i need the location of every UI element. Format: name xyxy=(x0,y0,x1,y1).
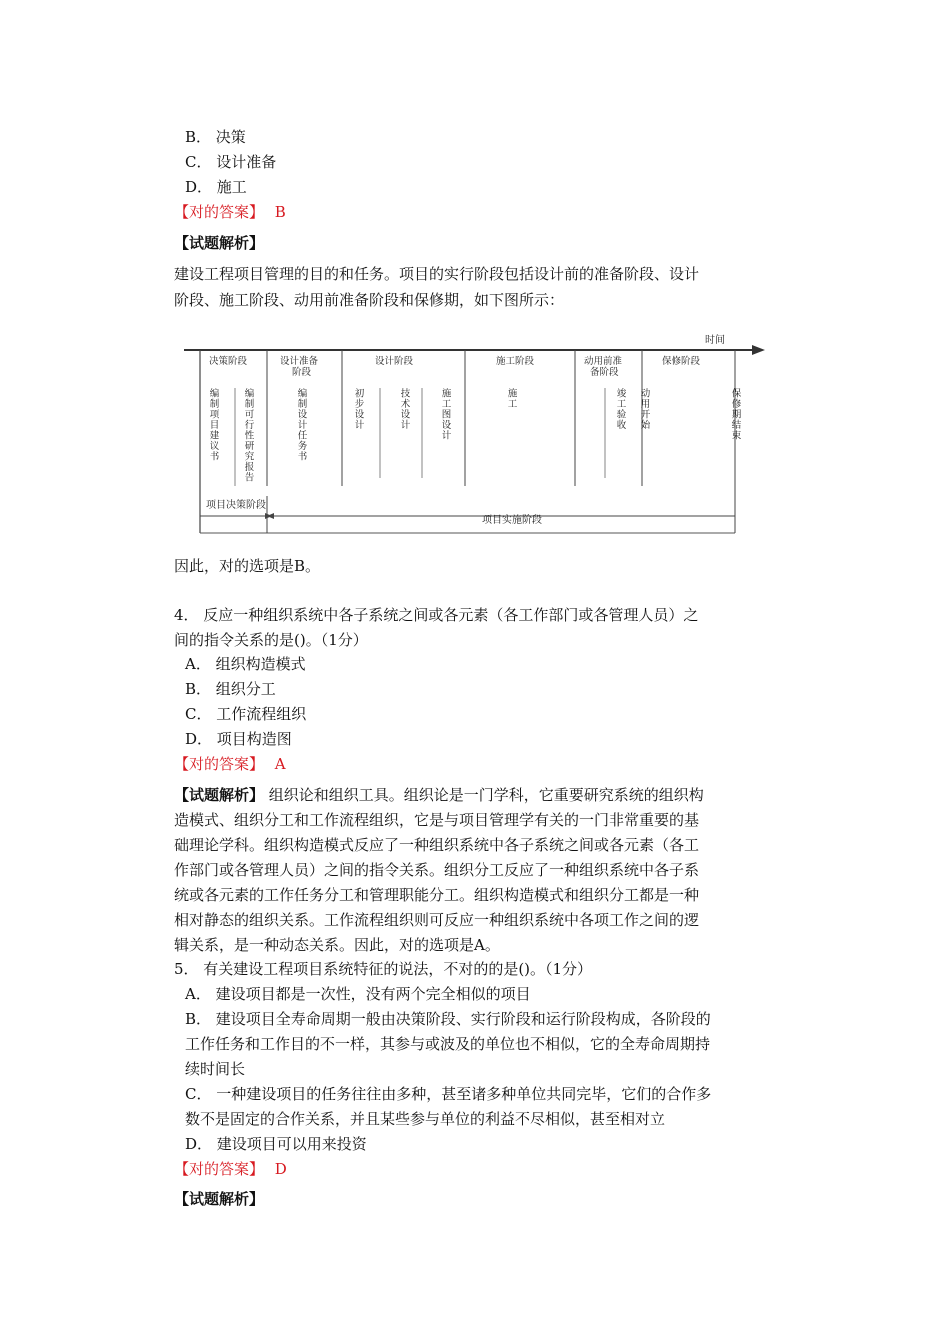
q4-analysis-line: 作部门或各管理人员）之间的指令关系。组织分工反应了一种组织系统中各子系 xyxy=(174,861,700,879)
header-warranty: 保修阶段 xyxy=(662,356,701,367)
q5-analysis-label: 【试题解析】 xyxy=(174,1190,265,1208)
project-phase-diagram xyxy=(180,328,770,538)
q4-option-b: B． 组织分工 xyxy=(185,680,276,698)
item-drawing: 施工图设计 xyxy=(439,388,451,441)
phase-decision-label: 项目决策阶段 xyxy=(206,500,266,511)
header-decision: 决策阶段 xyxy=(209,356,248,367)
q3-conclusion: 因此，对的选项是B。 xyxy=(174,557,321,575)
q4-analysis-line: 统或各元素的工作任务分工和管理职能分工。组织构造模式和组织分工都是一种 xyxy=(174,886,700,904)
answer-label: 【对的答案】 xyxy=(174,755,265,773)
header-pre-use-1: 动用前准 xyxy=(584,356,623,367)
answer-value: A xyxy=(274,755,286,773)
q5-stem: 5． 有关建设工程项目系统特征的说法，不对的的是()。（1分） xyxy=(174,960,593,978)
q4-analysis-line: 相对静态的组织关系。工作流程组织则可反应一种组织系统中各项工作之间的逻 xyxy=(174,911,700,929)
q4-analysis-line: 造模式、组织分工和工作流程组织，它是与项目管理学有关的一门非常重要的基 xyxy=(174,811,700,829)
header-design-prep-1: 设计准备 xyxy=(280,356,319,367)
q4-option-a: A． 组织构造模式 xyxy=(185,655,306,673)
q4-analysis xyxy=(174,783,774,958)
header-pre-use-2: 备阶段 xyxy=(590,367,619,378)
item-proposal: 编制项目建议书 xyxy=(207,388,219,462)
item-technical: 技术设计 xyxy=(398,388,410,430)
time-label: 时间 xyxy=(705,335,725,346)
item-warranty-end: 保修期结束 xyxy=(729,388,741,441)
q3-option-d: D． 施工 xyxy=(185,178,247,196)
header-design: 设计阶段 xyxy=(375,356,414,367)
q5-option-b-1: B． 建设项目全寿命周期一般由决策阶段、实行阶段和运行阶段构成，各阶段的 xyxy=(185,1010,711,1028)
header-construction: 施工阶段 xyxy=(496,356,535,367)
q4-answer xyxy=(174,754,286,774)
item-design-brief: 编制设计任务书 xyxy=(295,388,307,462)
q3-analysis-text-1: 建设工程项目管理的目的和任务。项目的实行阶段包括设计前的准备阶段、设计 xyxy=(174,265,700,283)
item-preliminary: 初步设计 xyxy=(352,388,364,430)
q5-option-c-1: C． 一种建设项目的任务往往由多种，甚至诸多种单位共同完毕，它们的合作多 xyxy=(185,1085,712,1103)
answer-label: 【对的答案】 xyxy=(174,1160,265,1178)
analysis-text: 组织论和组织工具。组织论是一门学科，它重要研究系统的组织构 xyxy=(268,786,704,804)
item-start-use: 动用开始 xyxy=(638,388,650,430)
q4-option-d: D． 项目构造图 xyxy=(185,730,292,748)
q4-analysis-label: 【试题解析】 xyxy=(174,786,265,804)
q4-option-c: C． 工作流程组织 xyxy=(185,705,307,723)
q4-analysis-line: 辑关系，是一种动态关系。因此，对的选项是A。 xyxy=(174,936,500,954)
q3-analysis-text-2: 阶段、施工阶段、动用前准备阶段和保修期，如下图所示： xyxy=(174,291,565,309)
q4-analysis-line: 础理论学科。组织构造模式反应了一种组织系统中各子系统之间或各元素（各工 xyxy=(174,836,700,854)
answer-label: 【对的答案】 xyxy=(174,203,265,221)
q5-answer xyxy=(174,1159,287,1179)
q4-stem-2: 间的指令关系的是()。（1分） xyxy=(174,631,368,649)
item-completion: 竣工验收 xyxy=(614,388,626,430)
q5-option-c-2: 数不是固定的合作关系，并且某些参与单位的利益不尽相似，甚至相对立 xyxy=(185,1110,666,1128)
q5-option-a: A． 建设项目都是一次性，没有两个完全相似的项目 xyxy=(185,985,531,1003)
q4-stem-1: 4． 反应一种组织系统中各子系统之间或各元素（各工作部门或各管理人员）之 xyxy=(174,606,699,624)
q5-option-d: D． 建设项目可以用来投资 xyxy=(185,1135,367,1153)
answer-value: D xyxy=(274,1160,287,1178)
q3-answer xyxy=(174,202,286,222)
answer-value: B xyxy=(274,203,286,221)
item-feasibility: 编制可行性研究报告 xyxy=(242,388,254,483)
q5-option-b-2: 工作任务和工作目的不一样，其参与或波及的单位也不相似，它的全寿命周期持 xyxy=(185,1035,711,1053)
q3-option-c: C． 设计准备 xyxy=(185,153,277,171)
header-design-prep-2: 阶段 xyxy=(292,367,312,378)
item-construction: 施工 xyxy=(505,388,517,409)
q5-option-b-3: 续时间长 xyxy=(185,1060,246,1078)
q3-analysis-label: 【试题解析】 xyxy=(174,234,265,252)
q4-analysis-line xyxy=(174,783,774,808)
phase-implementation-label: 项目实施阶段 xyxy=(482,515,542,526)
q3-option-b: B． 决策 xyxy=(185,128,246,146)
